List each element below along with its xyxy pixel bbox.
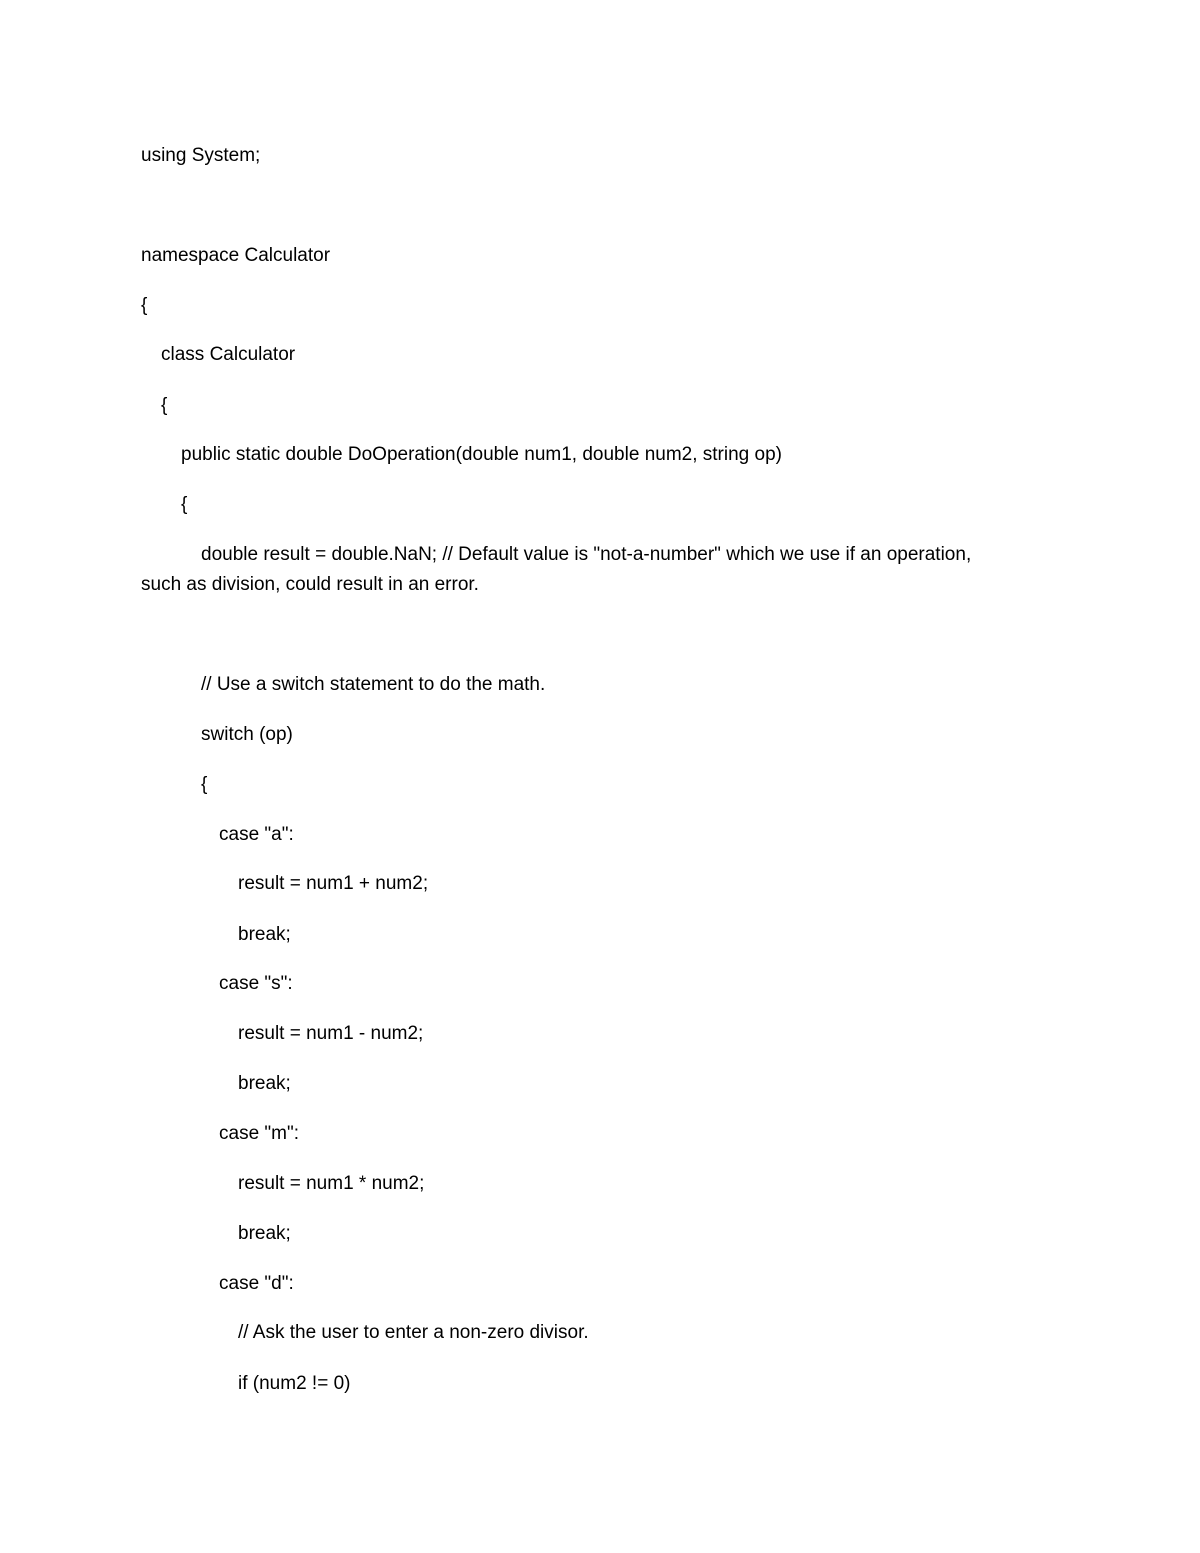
code-line-open-brace: { <box>161 395 168 416</box>
code-line-case-a: case "a": <box>219 824 294 845</box>
code-line-comment-switch: // Use a switch statement to do the math. <box>201 674 546 695</box>
code-line-method-signature: public static double DoOperation(double num1, double num2, string op) <box>181 444 782 465</box>
code-line-using: using System; <box>141 145 261 166</box>
code-line-class: class Calculator <box>161 344 296 365</box>
code-line-open-brace: { <box>141 295 148 316</box>
code-line-break: break; <box>238 1073 291 1094</box>
code-line-break: break; <box>238 1223 291 1244</box>
code-line-add: result = num1 + num2; <box>238 873 429 894</box>
code-line-case-m: case "m": <box>219 1123 300 1144</box>
code-line-case-s: case "s": <box>219 973 293 994</box>
code-line-result-declaration: double result = double.NaN; // Default value is "not-a-number" which we use if an operation, <box>201 544 972 565</box>
code-line-if: if (num2 != 0) <box>238 1373 351 1394</box>
code-line-multiply: result = num1 * num2; <box>238 1173 425 1194</box>
code-line-namespace: namespace Calculator <box>141 245 331 266</box>
code-line-subtract: result = num1 - num2; <box>238 1023 424 1044</box>
code-line-result-declaration-wrap: such as division, could result in an error. <box>141 574 479 595</box>
code-line-open-brace: { <box>181 494 188 515</box>
code-line-open-brace: { <box>201 774 208 795</box>
code-line-case-d: case "d": <box>219 1273 294 1294</box>
code-line-comment-divisor: // Ask the user to enter a non-zero divisor. <box>238 1322 589 1343</box>
code-line-switch: switch (op) <box>201 724 293 745</box>
code-line-break: break; <box>238 924 291 945</box>
